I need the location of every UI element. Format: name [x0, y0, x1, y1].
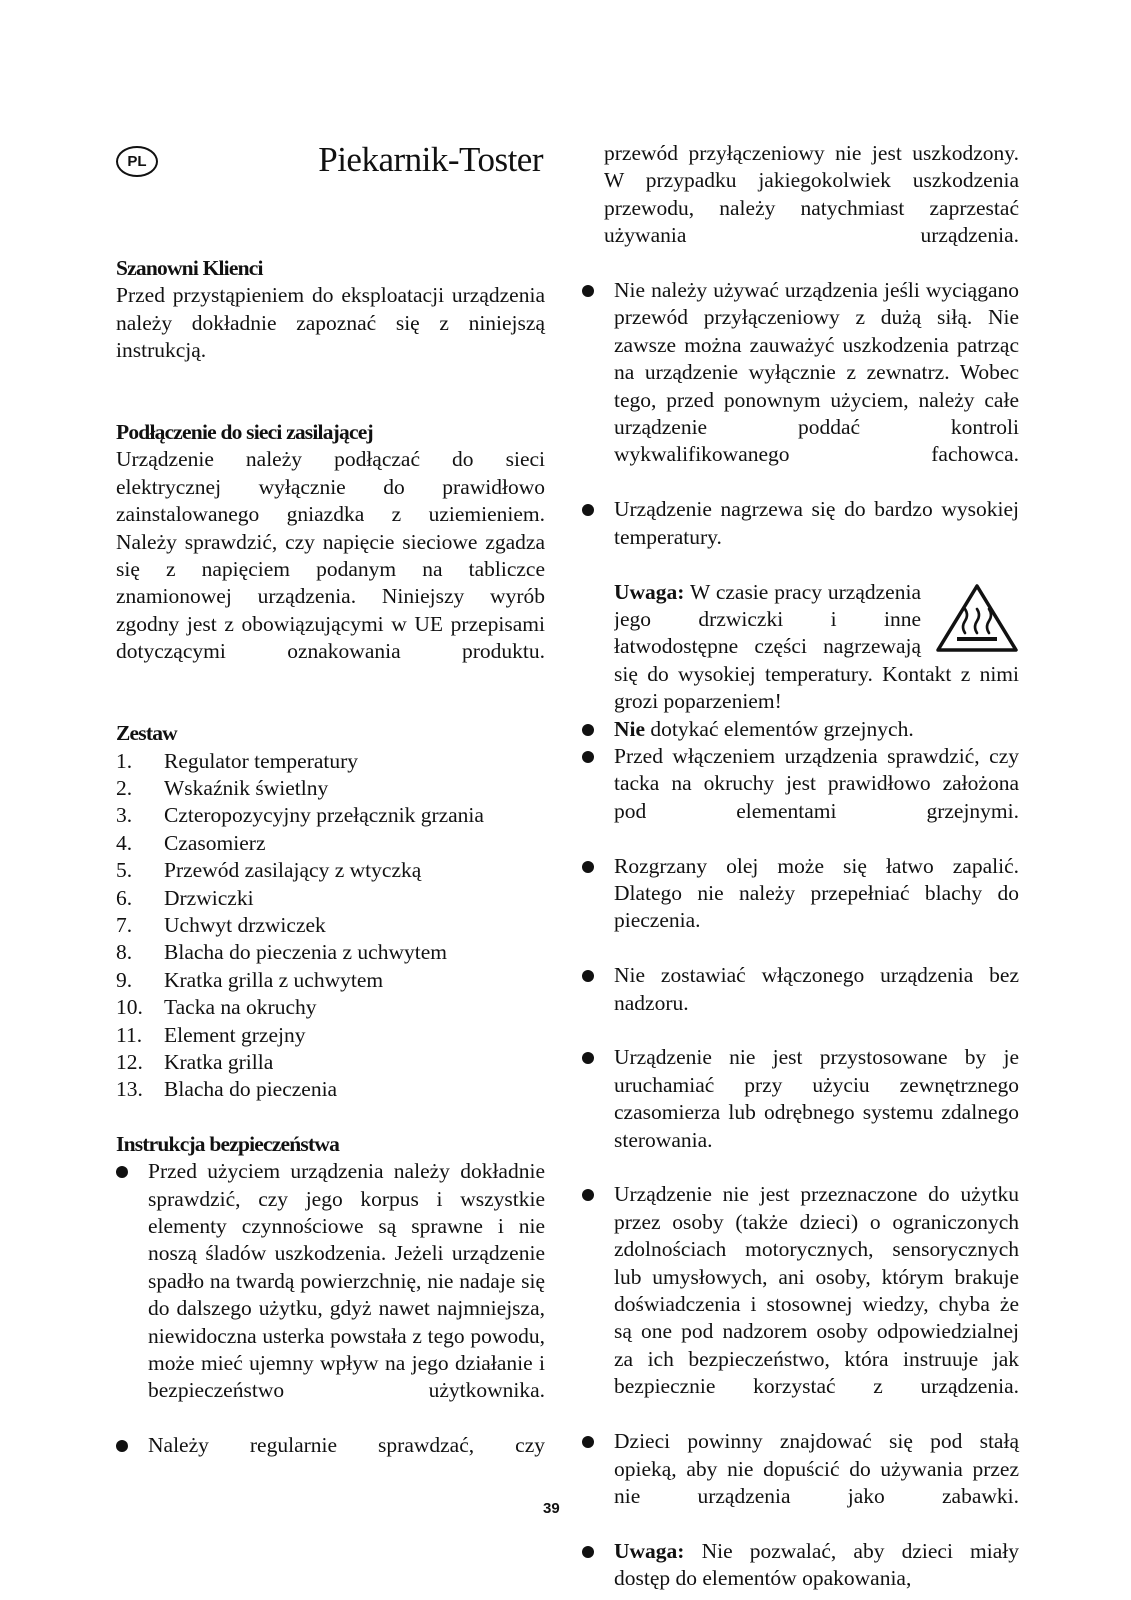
section-heading: Instrukcja bezpieczeństwa	[116, 1131, 340, 1156]
heat-warning	[614, 579, 1019, 716]
list-item: 4. Czasomierz	[116, 830, 266, 855]
list-item: 6. Drzwiczki	[116, 885, 254, 910]
page-header	[116, 140, 545, 255]
safety-bullet: Urządzenie nie jest przeznaczone do użytku przez osoby (także dzieci) o ograniczonych zdolnościach motorycznych, sensorycznych lub umysłowych, ani osoby, którym brakuje doświadczenia i stosownej wiedzy, chyba że są one pod nadzorem osoby odpowiedzialnej za ich bezpieczeństwo, która instruuje jak bezpiecznie korzystać z urządzenia.	[582, 1181, 1019, 1428]
language-badge: PL	[116, 146, 158, 177]
hot-surface-warning-icon	[935, 583, 1019, 653]
safety-bullet: Nie dotykać elementów grzejnych.	[582, 716, 1019, 743]
safety-bullet: Nie zostawiać włączonego urządzenia bez nadzoru.	[582, 962, 1019, 1044]
safety-bullet: Rozgrzany olej może się łatwo zapalić. Dlatego nie należy przepełniać blachy do pieczenia.	[582, 853, 1019, 963]
list-item: 9. Kratka grilla z uchwytem	[116, 967, 384, 992]
section-heading: Zestaw	[116, 721, 177, 746]
warning-text: W czasie pracy urządzenia jego drzwiczki i inne łatwodostępne części nagrzewają się do wysokiej temperatury. Kontakt z nimi grozi poparzeniem!	[614, 579, 1019, 714]
list-item: 10. Tacka na okruchy	[116, 995, 317, 1020]
safety-list-right	[582, 140, 1019, 1593]
safety-bullet: Przed użyciem urządzenia należy dokładnie sprawdzić, czy jego korpus i wszystkie elementy czynnościowe są sprawne i nie noszą śladów uszkodzenia. Jeżeli urządzenie spadło na twardą powierzchnię, nie nadaje się do dalszego użytku, gdyż nawet najmniejsza, niewidoczna usterka powstała z tego powodu, może mieć ujemny wpływ na jego działanie i bezpieczeństwo użytkownika.	[116, 1158, 545, 1432]
page-number: 39	[543, 1500, 560, 1517]
right-column	[582, 140, 1019, 1593]
section-heading: Podłączenie do sieci zasilającej	[116, 420, 373, 445]
left-column	[116, 140, 545, 1514]
safety-bullet: Uwaga: Nie pozwalać, aby dzieci miały dostęp do elementów opakowania,	[582, 1538, 1019, 1593]
components-list	[116, 748, 545, 1104]
list-item: 7. Uchwyt drzwiczek	[116, 912, 326, 937]
safety-bullet: Urządzenie nagrzewa się do bardzo wysokiej temperatury. Uwaga: W czasie pracy urządzenia jego drzwiczki i inne łatwodostępne części nagrzewają się do wysokiej temperatury. Kontakt z nimi grozi poparzeniem!	[582, 496, 1019, 715]
section-text: Urządzenie należy podłączać do sieci elektrycznej wyłącznie do prawidłowo zainstalowanego gniazdka z uziemieniem. Należy sprawdzić, czy napięcie sieciowe zgadza się z napięciem podanym na tabliczce znamionowej urządzenia. Niniejszy wyrób zgodny jest z obowiązującymi w UE przepisami dotyczącymi oznakowania produktu.	[116, 447, 545, 664]
list-item: 8. Blacha do pieczenia z uchwytem	[116, 940, 447, 965]
list-item: 1. Regulator temperatury	[116, 748, 359, 773]
safety-bullet: Należy regularnie sprawdzać, czy	[116, 1432, 545, 1487]
list-item: 2. Wskaźnik świetlny	[116, 775, 329, 800]
safety-bullet: Dzieci powinny znajdować się pod stałą opieką, aby nie dopuścić do używania przez nie urządzenia jako zabawki.	[582, 1428, 1019, 1538]
safety-bullet: Urządzenie nie jest przystosowane by je uruchamiać przy użyciu zewnętrznego czasomierza lub odrębnego systemu zdalnego sterowania.	[582, 1044, 1019, 1181]
page-title: Piekarnik-Toster	[318, 140, 543, 179]
section-heading: Szanowni Klienci	[116, 256, 263, 280]
list-item: 11. Element grzejny	[116, 1022, 306, 1047]
section-power	[116, 419, 545, 693]
list-item: 5. Przewód zasilający z wtyczką	[116, 858, 422, 883]
list-item: 13. Blacha do pieczenia	[116, 1077, 338, 1102]
warning-label: Uwaga:	[614, 579, 685, 604]
safety-list-left	[116, 1158, 545, 1487]
list-item: 12. Kratka grilla	[116, 1049, 274, 1074]
safety-bullet-continuation: przewód przyłączeniowy nie jest uszkodzony. W przypadku jakiegokolwiek uszkodzenia przewodu, należy natychmiast zaprzestać używania urządzenia.	[604, 141, 1019, 248]
list-item: 3. Czteropozycyjny przełącznik grzania	[116, 803, 484, 828]
section-text: Przed przystąpieniem do eksploatacji urządzenia należy dokładnie zapoznać się z niniejszą instrukcją.	[116, 283, 545, 363]
section-set	[116, 720, 545, 1104]
section-safety	[116, 1131, 545, 1487]
safety-bullet: Nie należy używać urządzenia jeśli wyciągano przewód przyłączeniowy z dużą siłą. Nie zawsze można zauważyć uszkodzenia patrząc na urządzenie wyłącznie z zewnatrz. Wobec tego, przed ponownym użyciem, należy całe urządzenie poddać kontroli wykwalifikowanego fachowca.	[582, 277, 1019, 496]
safety-bullet: Przed włączeniem urządzenia sprawdzić, czy tacka na okruchy jest prawidłowo założona pod elementami grzejnymi.	[582, 743, 1019, 853]
section-customers	[116, 255, 545, 392]
